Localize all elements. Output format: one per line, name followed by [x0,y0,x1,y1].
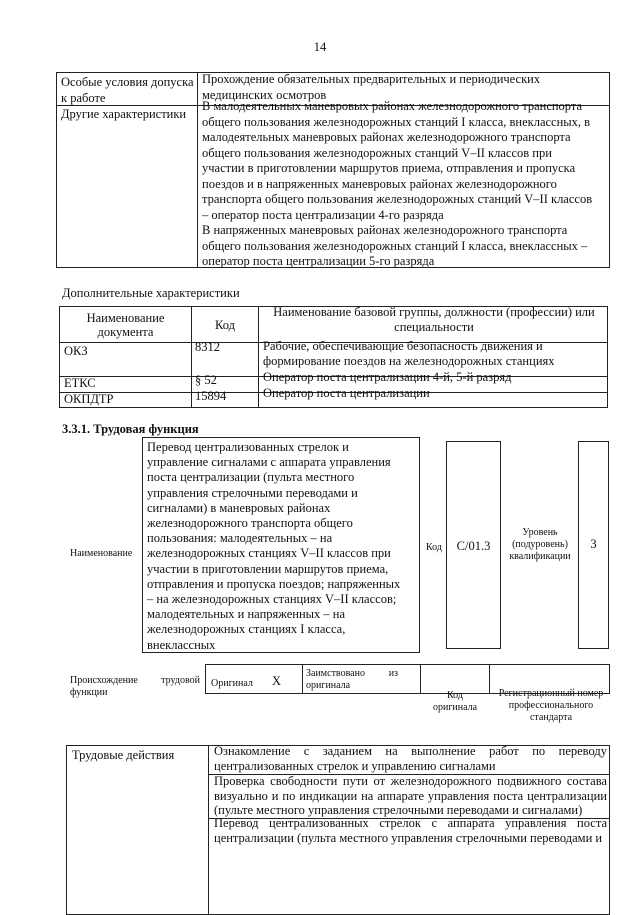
okz-code: 8312 [195,340,220,354]
origin-label: Происхождение трудовой функции [70,675,200,698]
labor-action-item: Ознакомление с заданием на выполнение работ по переводу централизованных стрелок и управлению сигналами [214,744,607,773]
special-conditions-value: Прохождение обязательных предварительных и периодических медицинских осмотров [202,72,541,102]
other-characteristics-value: В малодеятельных маневровых районах железнодорожного транспорта общего пользования железнодорожных станций I класса, внеклассных, в малодеятельных маневровых районах железнодорожного транспорта общего пользования железнодорожных станций V–II классов при участии в приготовлении маршрутов приема, отправления и пропуска поездов и в напряженных маневровых районах железнодорожного транспорта общего пользования железнодорожных станций V–II классов – оператор поста централизации 4-го разряда В напряженных маневровых районах железнодорожного транспорта общего пользования железнодорожных станций I класса, внеклассных – оператор поста централизации 5-го разряда [202,99,593,268]
labor-actions-label: Трудовые действия [72,748,175,762]
okpdtr-name: Оператор поста централизации [263,386,430,400]
qualification-level-label: Уровень (подуровень) квалификации [509,527,571,562]
origin-original-mark: X [272,674,282,688]
additional-heading: Дополнительные характеристики [62,286,240,300]
header-code: Код [215,318,235,332]
okz-name: Рабочие, обеспечивающие безопасность движения и формирование поездов на железнодорожных станциях [263,339,555,368]
function-code-value: C/01.3 [456,539,491,553]
function-code-label: Код [426,542,442,553]
special-conditions-label: Особые условия допуска к работе [61,75,194,105]
okpdtr-doc: ОКПДТР [64,392,114,406]
other-characteristics-label: Другие характеристики [61,107,187,121]
labor-action-item: Перевод централизованных стрелок с аппарата управления поста централизации (пульта местного управления стрелочными переводами и [214,816,607,845]
etks-name: Оператор поста централизации 4-й, 5-й разряд [263,370,512,384]
origin-original-label: Оригинал [211,678,253,689]
header-doc: Наименование документа [86,311,165,339]
labor-action-item: Проверка свободности пути от железнодорожного подвижного состава визуально и по индикации на аппарате управления поста централизации (пульте местного управления стрелочными переводами и сигналами) [214,774,607,817]
page-number: 14 [313,40,327,54]
reg-number-label: Регистрационный номер профессионального стандарта [498,688,604,723]
okz-doc: ОКЗ [64,344,88,358]
etks-code: § 52 [195,373,217,387]
okpdtr-code: 15894 [195,389,227,403]
header-name: Наименование базовой группы, должности (профессии) или специальности [273,305,595,334]
qualification-level-value: 3 [590,537,597,551]
code-original-label: Код оригинала [432,690,478,713]
origin-borrowed-label: Заимствовано из оригинала [306,668,398,691]
etks-doc: ЕТКС [64,376,96,390]
function-name-label: Наименование [70,548,133,559]
function-name-text: Перевод централизованных стрелок и управление сигналами с аппарата управления поста централизации (пульта местного управления стрелочными переводами и сигналами) в маневровых районах железнодорожного транспорта общего пользования: малодеятельных – на железнодорожных станциях V–II классов при участии в приготовлении маршрутов приема, отправления и пропуска поездов; напряженных – на железнодорожных станциях V–II классов; малодеятельных и напряженных – на железнодорожных станциях I класса, внеклассных [147,440,401,652]
function-heading: 3.3.1. Трудовая функция [62,422,199,436]
